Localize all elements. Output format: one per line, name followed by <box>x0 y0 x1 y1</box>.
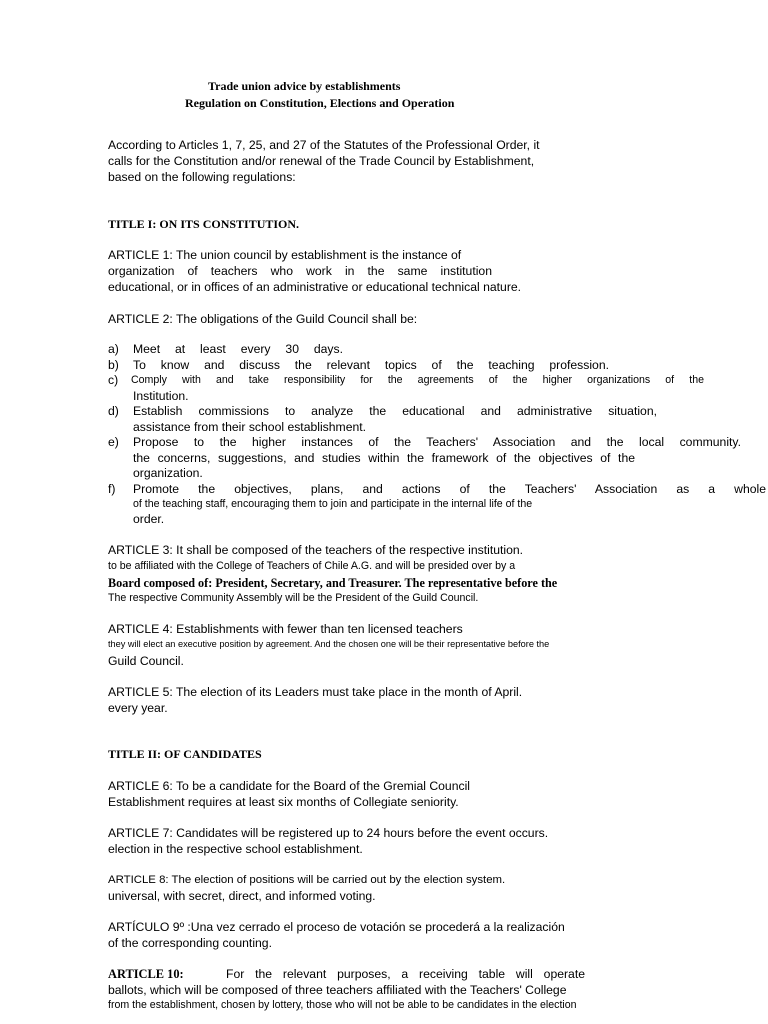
document-title: Trade union advice by establishments <box>208 79 401 93</box>
article-8-line: universal, with secret, direct, and informed voting. <box>108 889 376 903</box>
article-9-line: of the corresponding counting. <box>108 936 272 950</box>
list-marker: e) <box>108 435 119 449</box>
article-10-line: from the establishment, chosen by lottery, those who will not be able to be candidates in the election <box>108 999 577 1011</box>
list-item: Establish commissions to analyze the educational and administrative situation, <box>133 404 657 418</box>
list-marker: f) <box>108 482 116 496</box>
list-item-cont: of the teaching staff, encouraging them to join and participate in the internal life of the <box>133 498 533 510</box>
article-9-line: ARTÍCULO 9º :Una vez cerrado el proceso de votación se procederá a la realización <box>108 920 565 934</box>
article-1-line: ARTICLE 1: The union council by establishment is the instance of <box>108 248 462 262</box>
document-subtitle: Regulation on Constitution, Elections and Operation <box>185 96 455 110</box>
intro-line: According to Articles 1, 7, 25, and 27 of the Statutes of the Professional Order, it <box>108 138 540 152</box>
article-5-line: every year. <box>108 701 168 715</box>
article-2-heading: ARTICLE 2: The obligations of the Guild Council shall be: <box>108 312 418 326</box>
article-4-line: ARTICLE 4: Establishments with fewer than ten licensed teachers <box>108 622 463 636</box>
list-item: Comply with and take responsibility for the agreements of the higher organizations of the <box>131 374 704 386</box>
section-title-2: TITLE II: OF CANDIDATES <box>108 747 262 761</box>
list-item-cont: the concerns, suggestions, and studies within the framework of the objectives of the <box>133 451 635 465</box>
article-7-line: election in the respective school establishment. <box>108 842 363 856</box>
list-item: Promote the objectives, plans, and actions of the Teachers' Association as a whole <box>133 482 766 496</box>
intro-line: calls for the Constitution and/or renewal of the Trade Council by Establishment, <box>108 154 535 168</box>
article-8-line: ARTICLE 8: The election of positions will be carried out by the election system. <box>108 874 506 886</box>
list-marker: d) <box>108 404 119 418</box>
article-3-line: Board composed of: President, Secretary, and Treasurer. The representative before the <box>108 576 558 590</box>
list-marker: c) <box>108 373 119 387</box>
list-item: Meet at least every 30 days. <box>133 342 343 356</box>
article-4-line: Guild Council. <box>108 654 184 668</box>
article-4-line: they will elect an executive position by agreement. And the chosen one will be their representative before the <box>108 639 550 649</box>
article-10-line: ballots, which will be composed of three teachers affiliated with the Teachers' College <box>108 983 567 997</box>
list-item-cont: order. <box>133 512 165 526</box>
article-1-line: educational, or in offices of an administrative or educational technical nature. <box>108 280 522 294</box>
list-item-cont: Institution. <box>133 389 189 403</box>
article-3-line: The respective Community Assembly will be the President of the Guild Council. <box>108 592 479 604</box>
list-item-cont: assistance from their school establishment. <box>133 420 367 434</box>
article-10-line: For the relevant purposes, a receiving table will operate <box>226 967 585 981</box>
list-item: Propose to the higher instances of the Teachers' Association and the local community. <box>133 435 741 449</box>
list-item-cont: organization. <box>133 466 203 480</box>
article-7-line: ARTICLE 7: Candidates will be registered up to 24 hours before the event occurs. <box>108 826 549 840</box>
article-10-label: ARTICLE 10: <box>108 967 184 981</box>
article-5-line: ARTICLE 5: The election of its Leaders must take place in the month of April. <box>108 685 523 699</box>
article-3-line: to be affiliated with the College of Teachers of Chile A.G. and will be presided over by a <box>108 560 516 572</box>
article-3-line: ARTICLE 3: It shall be composed of the teachers of the respective institution. <box>108 543 524 557</box>
list-item: To know and discuss the relevant topics of the teaching profession. <box>133 358 609 372</box>
list-marker: a) <box>108 342 119 356</box>
intro-line: based on the following regulations: <box>108 170 296 184</box>
section-title-1: TITLE I: ON ITS CONSTITUTION. <box>108 217 300 231</box>
article-1-line: organization of teachers who work in the same institution <box>108 264 492 278</box>
article-6-line: ARTICLE 6: To be a candidate for the Board of the Gremial Council <box>108 779 470 793</box>
list-marker: b) <box>108 358 119 372</box>
article-6-line: Establishment requires at least six months of Collegiate seniority. <box>108 795 459 809</box>
